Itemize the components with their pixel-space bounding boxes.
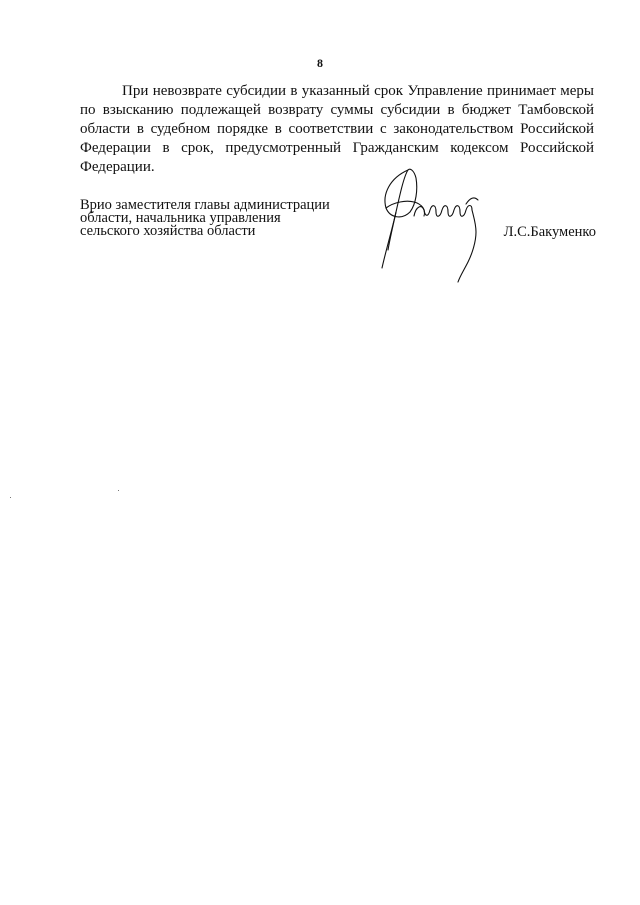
signature-flourish — [386, 201, 425, 216]
scan-dot — [118, 490, 119, 491]
position-line-2: области, начальника управления — [80, 210, 281, 226]
signature-block — [80, 196, 596, 296]
signer-position-title — [80, 199, 360, 238]
position-line-3: сельского хозяйства области — [80, 223, 256, 239]
position-line-1: Врио заместителя главы администрации — [80, 197, 330, 213]
signature-letters — [414, 206, 472, 217]
body-paragraph: При невозврате субсидии в указанный срок Управление принимает меры по взысканию подлежащей возврату суммы субсидии в бюджет Тамбовской области в судебном порядке в соответствии с законодательством Российской Федерации в срок, предусмотренный Гражданским кодексом Российской Федерации. — [80, 83, 594, 175]
signature-tail — [458, 210, 476, 282]
handwritten-signature — [378, 164, 498, 288]
signature-long-descender — [382, 212, 396, 268]
signature-upper-tick — [466, 198, 478, 204]
signer-name: Л.С.Бакуменко — [503, 224, 596, 240]
signature-main-loop — [388, 170, 408, 250]
page-number: 8 — [317, 56, 323, 70]
scan-dot — [10, 497, 11, 498]
